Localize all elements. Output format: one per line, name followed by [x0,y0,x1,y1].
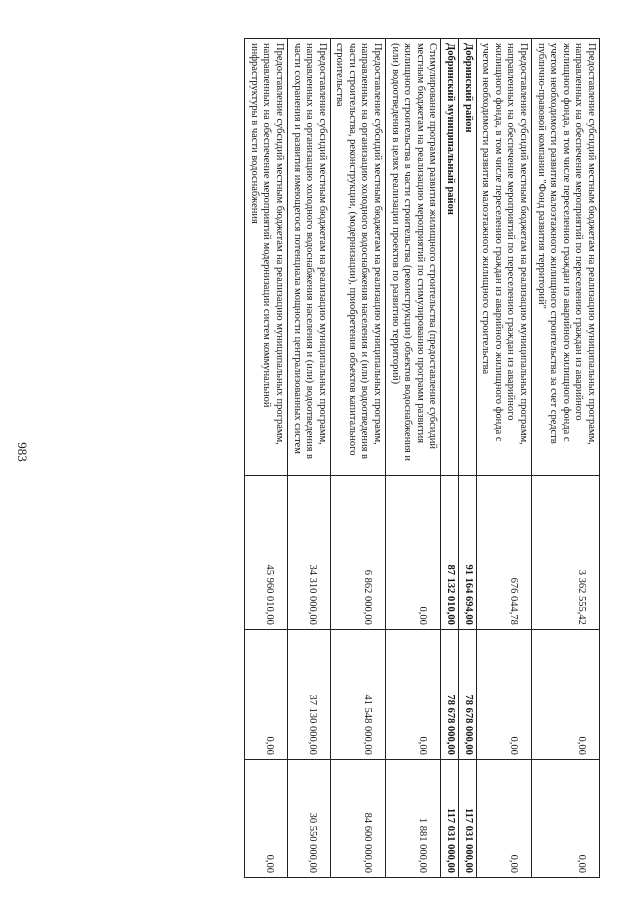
row-value-col3: 30 550 000,00 [287,759,330,877]
row-description: Предоставление субсидий местным бюджетам на реализацию муниципальных программ, направленных на организацию холодного водоснабжения населения и (или) водоотведения в части сохранения и развития имеющегося потенциала мощности централизованных систем [287,39,330,476]
row-value-col2: 0,00 [245,629,288,759]
row-value-col2: 41 548 000,00 [330,629,385,759]
row-value-col2: 0,00 [386,629,441,759]
table-row [386,39,441,878]
row-description: Добринский район [459,39,477,476]
row-value-col3: 0,00 [245,759,288,877]
row-description: Предоставление субсидий местным бюджетам на реализацию муниципальных программ, направленных на обеспечение мероприятий модернизации систем коммунальной инфраструктуры в части водоснабжения [245,39,288,476]
table-wrapper [244,38,600,878]
row-value-col1: 3 362 555,42 [532,476,600,630]
table-row [330,39,385,878]
row-value-col2: 78 678 000,00 [441,629,459,759]
row-value-col2: 0,00 [532,629,600,759]
row-value-col1: 676 044,78 [476,476,531,630]
row-value-col2: 0,00 [476,629,531,759]
table-row [459,39,477,878]
page-number: 983 [15,442,30,462]
row-value-col3: 1 881 000,00 [386,759,441,877]
document-body [70,38,597,873]
table-row [441,39,459,878]
row-description: Предоставление субсидий местным бюджетам на реализацию муниципальных программ, направленных на обеспечение мероприятий по переселению граждан из аварийного жилищного фонда, в том числе переселению граждан из аварийного жилищного фонда с учетом необходимости развития малоэтажного жилищного строительства [476,39,531,476]
table-row [287,39,330,878]
row-value-col1: 45 960 010,00 [245,476,288,630]
row-value-col3: 0,00 [532,759,600,877]
row-value-col3: 117 031 000,00 [441,759,459,877]
table-row [476,39,531,878]
subsidy-table [244,38,600,878]
row-value-col2: 78 678 000,00 [459,629,477,759]
row-value-col1: 87 132 010,00 [441,476,459,630]
row-value-col3: 117 031 000,00 [459,759,477,877]
row-value-col2: 37 130 000,00 [287,629,330,759]
row-description: Предоставление субсидий местным бюджетам на реализацию муниципальных программ, направленных на организацию холодного водоснабжения населения и (или) водоотведения в части строительства, реконструкции, (модернизации), приобретения объектов капитального строительства [330,39,385,476]
row-value-col1: 91 164 694,00 [459,476,477,630]
row-value-col1: 6 862 000,00 [330,476,385,630]
row-description: Предоставление субсидий местным бюджетам на реализацию муниципальных программ, направленных на обеспечение мероприятий по переселению граждан из аварийного жилищного фонда, в том числе переселению граждан из аварийного жилищного фонда с учетом необходимости развития малоэтажного жилищного строительства за счет средств публично-правовой компании "Фонд развития территорий" [532,39,600,476]
row-description: Добринский муниципальный район [441,39,459,476]
table-row [532,39,600,878]
row-description: Стимулирование программ развития жилищного строительства (предоставление субсидий местным бюджетам на реализацию мероприятий по стимулированию программ развития жилищного строительства в части строительства (реконструкции) объектов водоснабжения и (или) водоотведения в целях реализации проектов по развитию территорий) [386,39,441,476]
table-row [245,39,288,878]
row-value-col1: 34 310 000,00 [287,476,330,630]
row-value-col1: 0,00 [386,476,441,630]
row-value-col3: 84 600 000,00 [330,759,385,877]
row-value-col3: 0,00 [476,759,531,877]
table-body [245,39,600,878]
